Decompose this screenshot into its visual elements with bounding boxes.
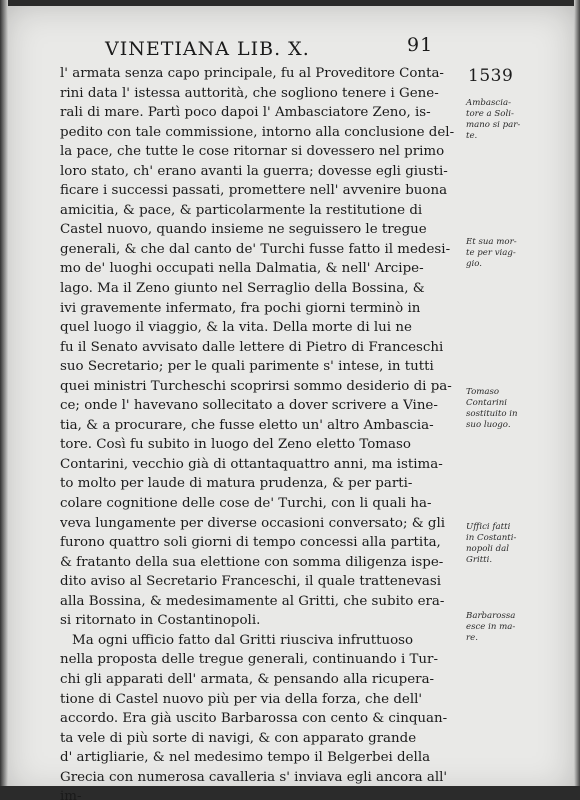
margin-note-line: te per viag-	[466, 248, 516, 258]
text-line: dito aviso al Secretario Franceschi, il quale trattenevasi	[60, 574, 442, 590]
text-line: alla Bossina, & medesimamente al Gritti, che subito era-	[60, 593, 445, 609]
text-line: si ritornato in Costantinopoli.	[60, 613, 261, 629]
text-line: ficare i successi passati, promettere nell' avvenire buona	[60, 183, 448, 199]
text-line: im-	[60, 789, 82, 800]
text-line: fu il Senato avvisato dalle lettere di Pietro di Franceschi	[60, 339, 444, 355]
margin-note-line: Gritti.	[466, 555, 493, 565]
margin-note-line: Et sua mor-	[466, 237, 517, 247]
text-line: lago. Ma il Zeno giunto nel Serraglio della Bossina, &	[60, 281, 425, 297]
text-line: tore. Così fu subito in luogo del Zeno eletto Tomaso	[60, 437, 411, 453]
text-line: suo Secretario; per le quali parimente s' intese, in tutti	[60, 359, 434, 375]
text-line: Contarini, vecchio già di ottantaquattro anni, ma istima-	[60, 456, 443, 472]
margin-note-line: Contarini	[466, 398, 508, 408]
text-line: amicitia, & pace, & particolarmente la restitutione di	[60, 202, 423, 218]
margin-note	[466, 611, 548, 644]
text-line: colare cognitione delle cose de' Turchi, con li quali ha-	[60, 496, 432, 512]
text-line: l' armata senza capo principale, fu al Proveditore Conta-	[60, 66, 444, 81]
margin-note-line: nopoli dal	[466, 544, 509, 554]
margin-note-line: mano si par-	[466, 120, 521, 130]
text-line: chi gli apparati dell' armata, & pensando alla ricupera-	[60, 671, 435, 687]
text-line: nella proposta delle tregue generali, continuando i Tur-	[60, 652, 438, 668]
text-line: furono quattro soli giorni di tempo concessi alla partita,	[60, 535, 441, 551]
margin-note-line: esce in ma-	[466, 622, 516, 632]
scan-edge-left	[0, 0, 8, 800]
margin-note-line: suo luogo.	[466, 420, 511, 430]
text-line: tia, & a procurare, che fusse eletto un' altro Ambascia-	[60, 417, 434, 433]
text-line: ta vele di più sorte di navigi, & con apparato grande	[60, 730, 417, 746]
text-line: quei ministri Turcheschi scoprirsi sommo desiderio di pa-	[60, 378, 452, 394]
page-number: 91	[407, 34, 434, 56]
text-line: tione di Castel nuovo più per via della forza, che dell'	[60, 691, 423, 707]
text-line: rini data l' istessa auttorità, che sogliono tenere i Gene-	[60, 85, 439, 101]
margin-note	[466, 237, 548, 270]
scan-edge-right	[574, 0, 580, 800]
text-line: ce; onde l' havevano sollecitato a dover scrivere a Vine-	[60, 398, 438, 414]
margin-note-line: te.	[466, 131, 478, 141]
text-line: Ma ogni ufficio fatto dal Gritti riusciva infruttuoso	[72, 632, 414, 648]
text-line: d' artigliarie, & nel medesimo tempo il Belgerbei della	[60, 750, 431, 766]
text-line: loro stato, ch' erano avanti la guerra; dovesse egli giusti-	[60, 163, 448, 179]
text-line: la pace, che tutte le cose ritornar si dovessero nel primo	[60, 144, 445, 160]
margin-note-line: gio.	[466, 259, 483, 269]
text-line: pedito con tale commissione, intorno alla conclusione del-	[60, 124, 455, 140]
margin-note-line: Barbarossa	[466, 611, 516, 621]
text-line: Castel nuovo, quando insieme ne seguissero le tregue	[60, 222, 427, 238]
margin-note	[466, 522, 548, 566]
margin-note-line: sostituito in	[466, 409, 518, 419]
margin-year: 1539	[468, 66, 514, 86]
text-line: mo de' luoghi occupati nella Dalmatia, & nell' Arcipe-	[60, 261, 424, 277]
margin-note-line: Uffici fatti	[466, 522, 511, 532]
text-line: ivi gravemente infermato, fra pochi giorni terminò in	[60, 300, 421, 316]
margin-note-line: re.	[466, 633, 478, 643]
margin-note	[466, 98, 548, 142]
scan-edge-top	[0, 0, 580, 6]
margin-note	[466, 387, 548, 431]
text-line: generali, & che dal canto de' Turchi fusse fatto il medesi-	[60, 241, 451, 257]
text-line: & fratanto della sua elettione con somma diligenza ispe-	[60, 554, 444, 570]
text-line: quel luogo il viaggio, & la vita. Della morte di lui ne	[60, 320, 412, 336]
margin-note-line: in Costanti-	[466, 533, 517, 543]
text-line: to molto per laude di matura prudenza, & per parti-	[60, 476, 413, 492]
running-title: VINETIANA LIB. X.	[105, 38, 310, 60]
text-line: rali di mare. Partì poco dapoi l' Ambasciatore Zeno, is-	[60, 105, 431, 121]
body-text	[60, 64, 462, 800]
text-line: veva lungamente per diverse occasioni conversato; & gli	[60, 515, 446, 531]
margin-note-line: Tomaso	[466, 387, 500, 397]
text-line: accordo. Era già uscito Barbarossa con cento & cinquan-	[60, 711, 448, 727]
margin-note-line: Ambascia-	[466, 98, 511, 108]
text-line: Grecia con numerosa cavalleria s' inviava egli ancora all'	[60, 769, 448, 785]
margin-note-line: tore a Soli-	[466, 109, 514, 119]
